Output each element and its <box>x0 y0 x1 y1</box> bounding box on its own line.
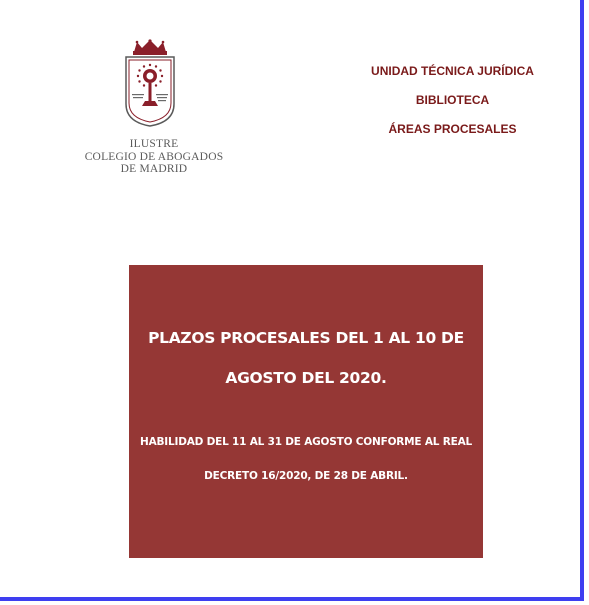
notice-title-line-1: PLAZOS PROCESALES DEL 1 AL 10 DE <box>148 329 464 347</box>
bar-association-seal-icon <box>120 38 180 128</box>
notice-subtitle <box>129 425 483 493</box>
notice-title-line-2: AGOSTO DEL 2020. <box>225 369 387 387</box>
header-library: BIBLIOTECA <box>415 93 490 107</box>
notice-subtitle-line-1: HABILIDAD DEL 11 AL 31 DE AGOSTO CONFORME AL REAL <box>139 436 473 448</box>
notice-box <box>129 265 483 558</box>
logo <box>80 38 228 180</box>
header-area: ÁREAS PROCESALES <box>388 122 517 136</box>
logo-line-1: ILUSTRE <box>129 138 179 150</box>
logo-line-2: COLEGIO DE ABOGADOS <box>84 150 224 163</box>
header-unit: UNIDAD TÉCNICA JURÍDICA <box>371 64 534 78</box>
logo-text <box>80 138 228 176</box>
document-header <box>330 62 575 149</box>
logo-line-3: DE MADRID <box>120 163 188 175</box>
notice-subtitle-line-2: DECRETO 16/2020, DE 28 DE ABRIL. <box>204 470 408 482</box>
notice-title <box>129 318 483 398</box>
